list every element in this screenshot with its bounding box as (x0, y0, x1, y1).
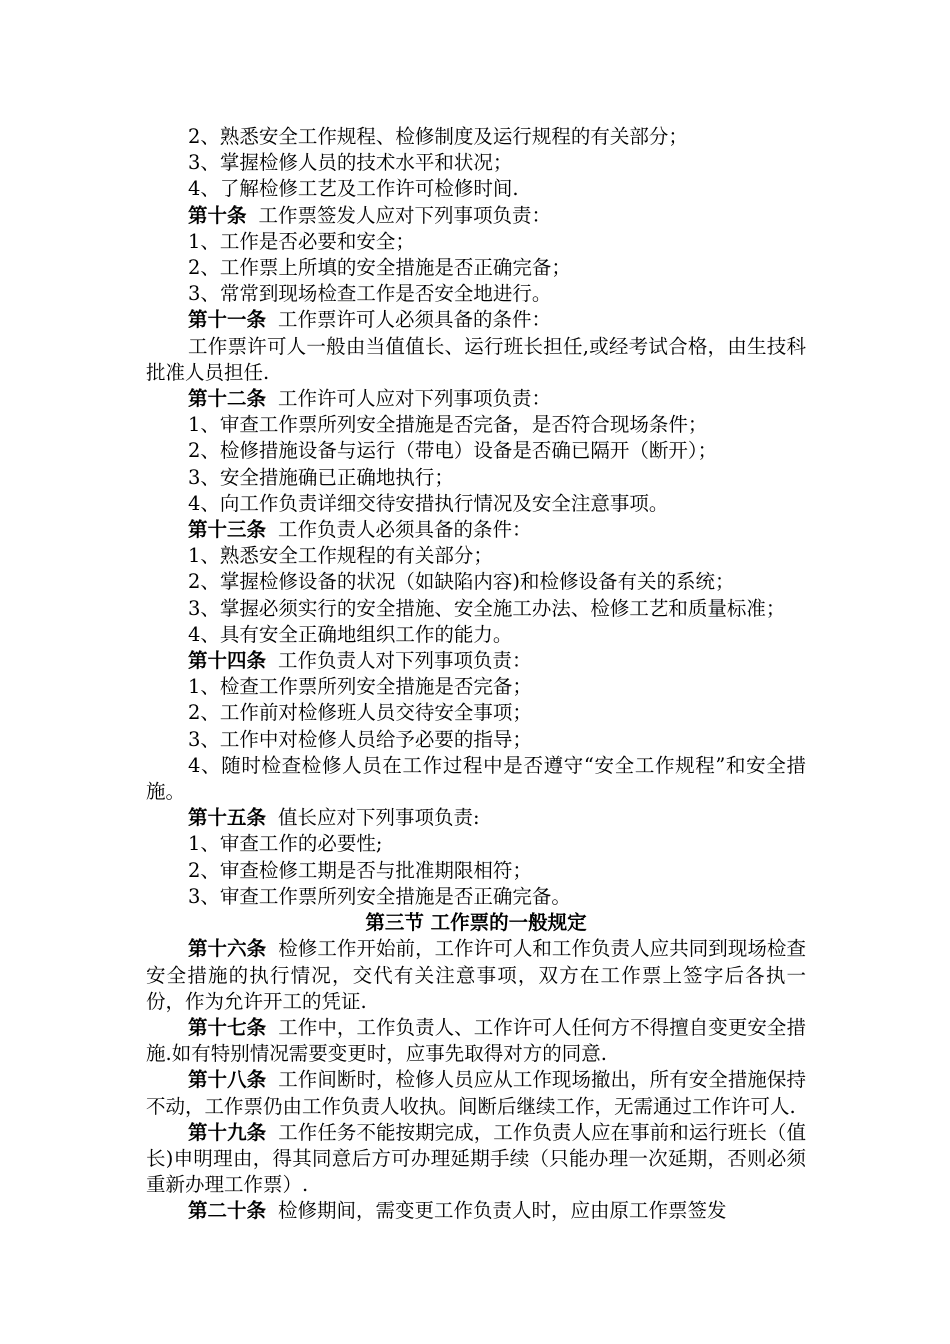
article-text: 值长应对下列事项负责: (278, 806, 480, 830)
article-text: 工作票许可人必须具备的条件： (278, 308, 552, 332)
article-18 (146, 1067, 806, 1119)
article-19 (146, 1120, 806, 1199)
section-title: 第三节 工作票的一般规定 (365, 911, 587, 935)
article-text: 工作间断时，检修人员应从工作现场撤出，所有安全措施保持不动，工作票仍由工作负责人收执。间断后继续工作，无需通过工作许可人. (146, 1068, 806, 1118)
article-text: 工作许可人应对下列事项负责： (278, 387, 552, 411)
article-10 (146, 203, 806, 229)
list-item: 1、工作是否必要和安全； (188, 229, 415, 253)
list-item: 2、掌握检修设备的状况（如缺陷内容)和检修设备有关的系统； (188, 570, 735, 594)
article-17 (146, 1015, 806, 1067)
article-20 (146, 1198, 806, 1224)
article-text: 工作负责人对下列事项负责： (278, 649, 532, 673)
list-item: 2、工作票上所填的安全措施是否正确完备； (188, 256, 571, 280)
article-heading: 第十条 (188, 203, 247, 227)
list-item: 4、了解检修工艺及工作许可检修时间. (188, 177, 519, 201)
list-item: 1、检查工作票所列安全措施是否完备； (188, 675, 532, 699)
list-item: 4、向工作负责详细交待安措执行情况及安全注意事项。 (188, 491, 669, 515)
article-heading: 第十二条 (188, 387, 267, 411)
article-heading: 第十四条 (188, 649, 267, 673)
article-text: 工作任务不能按期完成，工作负责人应在事前和运行班长（值长)申明理由，得其同意后方可办理延期手续（只能办理一次延期，否则必须重新办理工作票）. (146, 1120, 806, 1197)
article-heading: 第二十条 (188, 1199, 267, 1223)
list-item: 2、熟悉安全工作规程、检修制度及运行规程的有关部分； (188, 125, 688, 148)
list-item: 3、掌握必须实行的安全措施、安全施工办法、检修工艺和质量标准； (188, 596, 786, 620)
list-item: 3、掌握检修人员的技术水平和状况； (188, 151, 513, 175)
article-15 (146, 805, 806, 831)
article-text: 检修期间，需变更工作负责人时，应由原工作票签发 (278, 1199, 727, 1223)
list-item: 4、随时检查检修人员在工作过程中是否遵守“安全工作规程”和安全措施。 (146, 753, 806, 804)
article-text: 工作负责人必须具备的条件： (278, 518, 532, 542)
list-item: 2、审查检修工期是否与批准期限相符； (188, 858, 532, 882)
article-heading: 第十六条 (188, 937, 267, 961)
article-heading: 第十三条 (188, 518, 267, 542)
article-14 (146, 648, 806, 674)
article-text: 检修工作开始前，工作许可人和工作负责人应共同到现场检查安全措施的执行情况，交代有关注意事项，双方在工作票上签字后各执一份，作为允许开工的凭证. (146, 937, 806, 1013)
list-item: 1、熟悉安全工作规程的有关部分； (188, 544, 493, 568)
article-heading: 第十八条 (188, 1068, 267, 1092)
article-text: 工作票签发人应对下列事项负责： (258, 203, 552, 227)
list-item: 2、工作前对检修班人员交待安全事项； (188, 701, 532, 725)
list-item: 1、审查工作票所列安全措施是否完备，是否符合现场条件； (188, 413, 708, 437)
list-item: 3、审查工作票所列安全措施是否正确完备。 (188, 884, 571, 908)
list-item: 1、审查工作的必要性; (188, 832, 383, 856)
article-16 (146, 936, 806, 1015)
article-text: 工作中，工作负责人、工作许可人任何方不得擅自变更安全措施.如有特别情况需要变更时，应事先取得对方的同意. (146, 1015, 806, 1066)
list-item: 3、安全措施确已正确地执行； (188, 465, 454, 489)
article-heading: 第十一条 (188, 308, 267, 332)
article-11-body: 工作票许可人一般由当值值长、运行班长担任,或经考试合格，由生技科批准人员担任. (146, 334, 806, 384)
article-heading: 第十五条 (188, 806, 267, 830)
article-12 (146, 386, 806, 412)
list-item: 3、工作中对检修人员给予必要的指导； (188, 727, 532, 751)
list-item: 2、检修措施设备与运行（带电）设备是否确已隔开（断开）； (188, 439, 718, 463)
list-item: 3、常常到现场检查工作是否安全地进行。 (188, 282, 552, 306)
article-13 (146, 517, 806, 543)
list-item: 4、具有安全正确地组织工作的能力。 (188, 622, 513, 646)
article-heading: 第十九条 (188, 1120, 267, 1144)
document-body (146, 124, 806, 1225)
article-heading: 第十七条 (188, 1015, 267, 1039)
article-11 (146, 307, 806, 333)
